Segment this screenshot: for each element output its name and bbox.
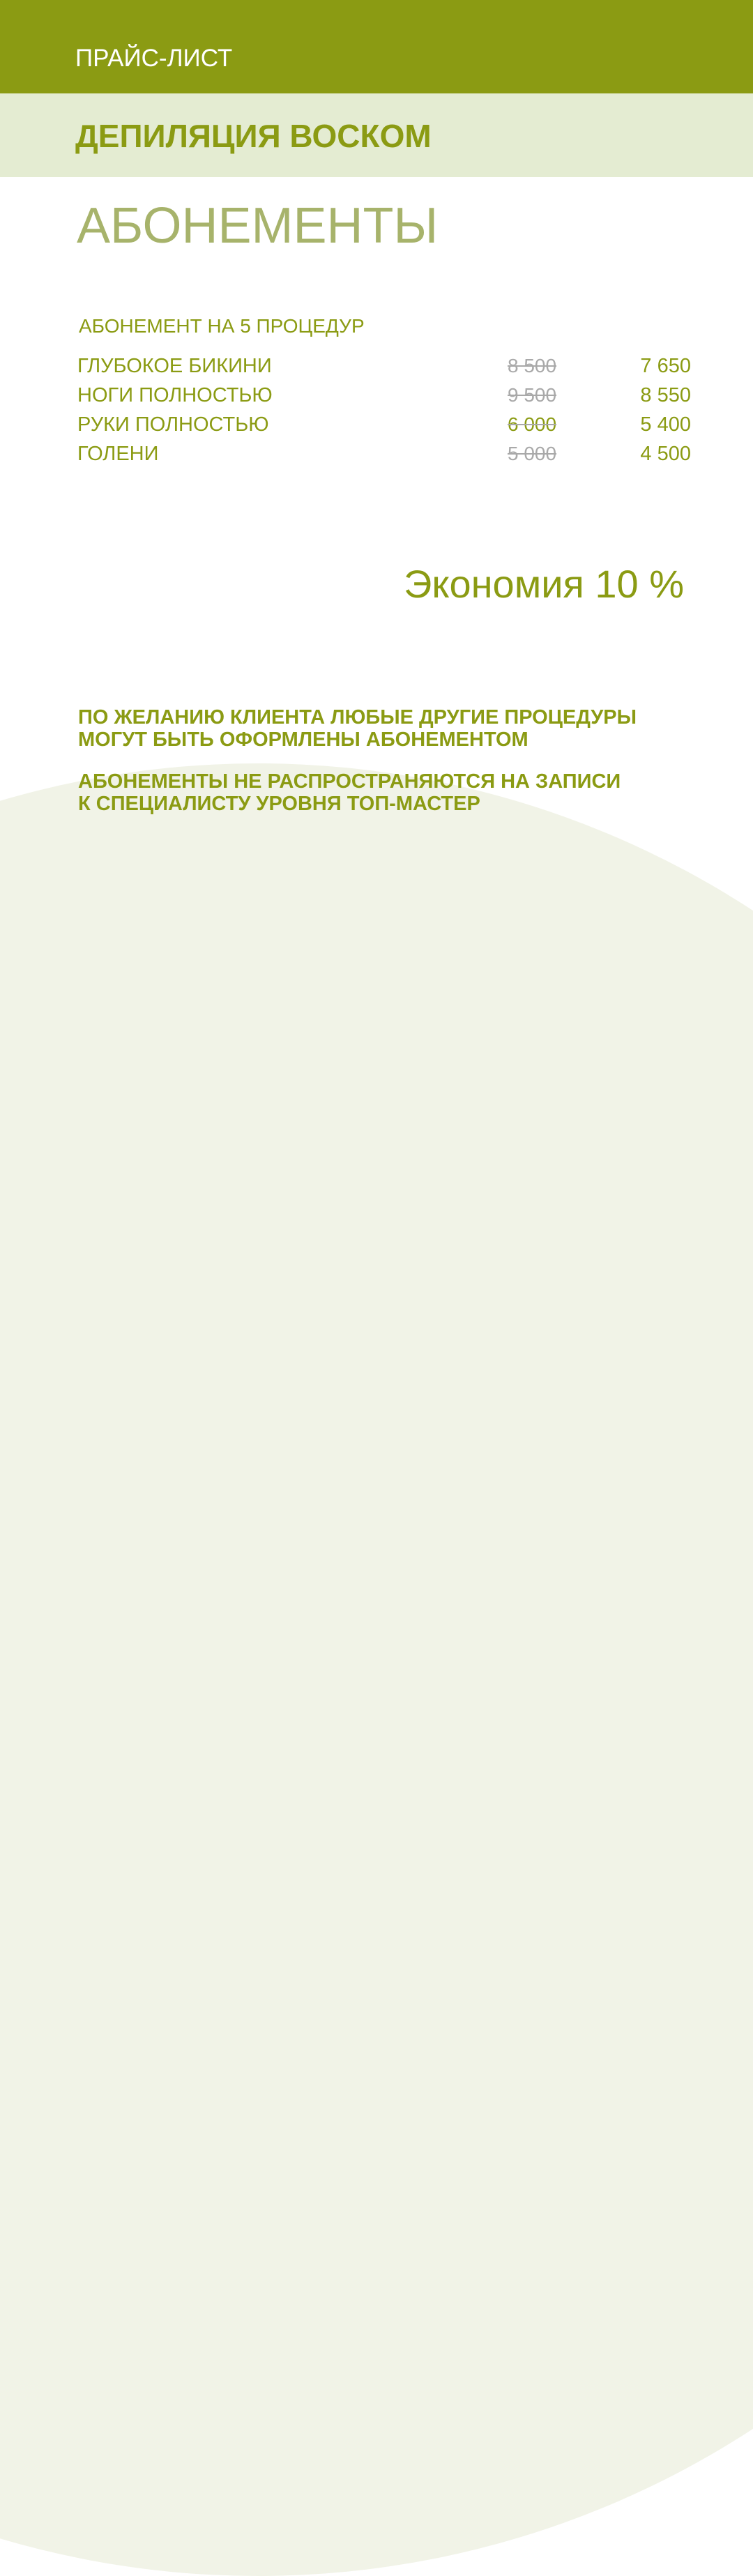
section-title: АБОНЕМЕНТ НА 5 ПРОЦЕДУР: [79, 315, 365, 337]
new-price: 5 400: [640, 413, 691, 436]
old-price-value: 6 000: [508, 413, 557, 435]
service-name: РУКИ ПОЛНОСТЬЮ: [77, 413, 269, 436]
service-name: ГОЛЕНИ: [77, 443, 159, 465]
subheader-title: ДЕПИЛЯЦИЯ ВОСКОМ: [75, 118, 432, 154]
page-heading: АБОНЕМЕНТЫ: [77, 198, 439, 254]
header-title: ПРАЙС-ЛИСТ: [75, 45, 233, 72]
price-row: [77, 353, 691, 383]
price-row: [77, 441, 691, 471]
price-row: [77, 383, 691, 412]
note-custom-procedures: ПО ЖЕЛАНИЮ КЛИЕНТА ЛЮБЫЕ ДРУГИЕ ПРОЦЕДУРЫ МОГУТ БЫТЬ ОФОРМЛЕНЫ АБОНЕМЕНТОМ: [78, 706, 637, 751]
savings-label: Экономия 10 %: [404, 562, 684, 606]
old-price-value: 8 500: [508, 355, 557, 376]
service-name: ГЛУБОКОЕ БИКИНИ: [77, 355, 272, 377]
new-price: 4 500: [640, 443, 691, 465]
new-price: 8 550: [640, 384, 691, 406]
new-price: 7 650: [640, 355, 691, 377]
price-row: [77, 412, 691, 441]
service-name: НОГИ ПОЛНОСТЬЮ: [77, 384, 273, 406]
old-price-value: 5 000: [508, 443, 557, 464]
note-top-master-exclusion: АБОНЕМЕНТЫ НЕ РАСПРОСТРАНЯЮТСЯ НА ЗАПИСИ К СПЕЦИАЛИСТУ УРОВНЯ ТОП-МАСТЕР: [78, 770, 621, 815]
old-price-value: 9 500: [508, 384, 557, 406]
price-list: [77, 353, 691, 471]
